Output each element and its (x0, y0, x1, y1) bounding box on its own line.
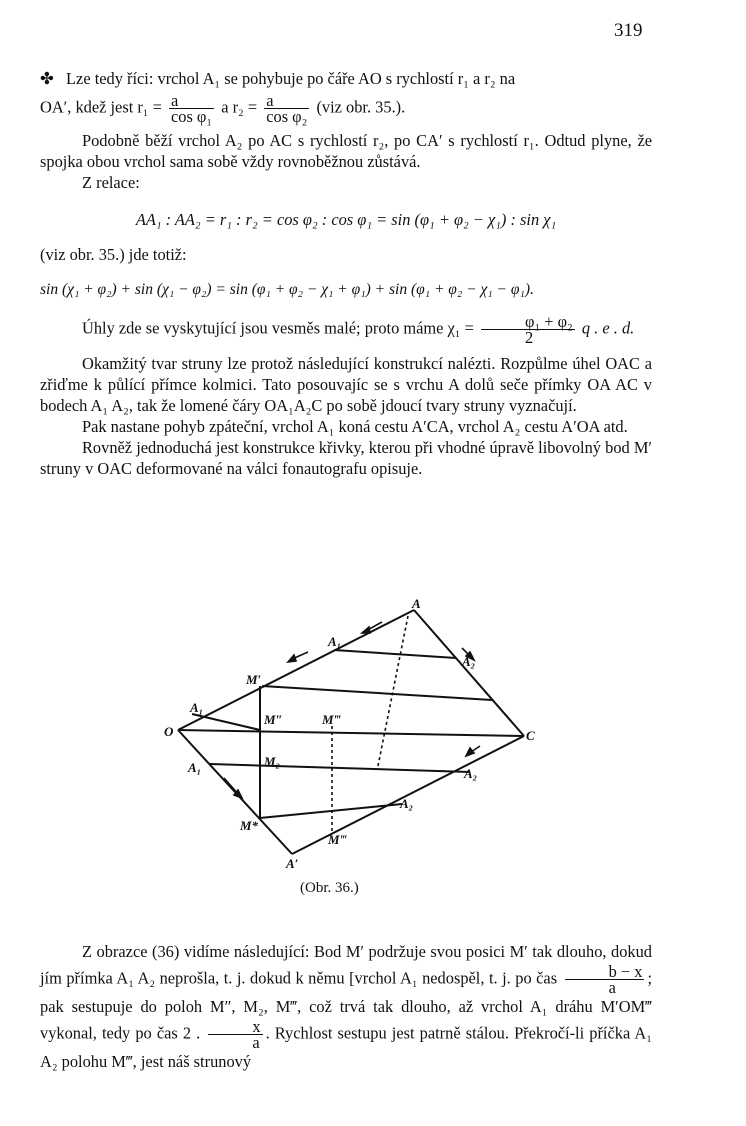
label-M2: M₂ (264, 754, 281, 769)
paragraph-8: Rovněž jednoduchá jest konstrukce křivky, kterou při vhodné úpravě libovolný bod M′ struny v OAC deformované na válci fonautografu opisuje. (40, 438, 652, 478)
label-O: O (164, 724, 174, 739)
line-OC (178, 730, 524, 736)
line-A1b-A2 (210, 764, 470, 772)
p5-text: Úhly zde se vyskytující jsou vesměs malé; proto máme χ₁ = (82, 318, 474, 338)
line-AC (414, 610, 524, 736)
label-M-triple-bottom: M‴ (328, 832, 347, 847)
bisector-dotted (378, 616, 408, 766)
label-A-prime: A′ (286, 856, 299, 870)
paragraph-9 (40, 940, 652, 1074)
label-M-triple-prime: M‴ (322, 712, 341, 727)
paragraph-4: (viz obr. 35.) jde totiž: (40, 245, 187, 264)
label-A2: A₂ (462, 654, 476, 669)
fraction-x-a: $\frac{x}{a}$ (208, 1019, 262, 1050)
paragraph-3: Z relace: (82, 173, 140, 192)
paragraph-7: Pak nastane pohyb zpáteční, vrchol A₁ koná cestu A′CA, vrchol A₂ cestu A′OA atd. (82, 417, 628, 436)
label-A: A (412, 596, 421, 611)
paragraph-1 (40, 68, 652, 89)
page-number: 319 (614, 20, 643, 41)
line-CA-prime (292, 736, 524, 854)
p1-line2: OA′, kdež jest r₁ = (40, 97, 162, 117)
label-C: C (526, 728, 535, 743)
line-A1A2-top (334, 650, 456, 658)
fraction-chi: $\frac{\text{φ₁ + φ₂}}{2}$ (481, 314, 575, 345)
p1-ref: (viz obr. 35.). (316, 97, 406, 117)
line-A-prime-O (178, 730, 292, 854)
paragraph-2: Podobně běží vrchol A₂ po AC s rychlostí r₂, po CA′ s rychlostí r₁. Odtud plyne, že spojka obou vrchol sama sobě vždy rovnoběžnou zůstává. (40, 131, 652, 171)
line-M-lower (260, 804, 402, 818)
label-M-double-prime: M″ (264, 712, 283, 727)
text-block-bottom (40, 940, 652, 1074)
label-A1-lower: A₁ (188, 760, 202, 775)
text-block-top (40, 68, 652, 479)
paragraph-1-cont (40, 93, 652, 124)
paragraph-6: Okamžitý tvar struny lze protož následující konstrukcí nalézti. Rozpůlme úhel OAC a zřiďme k půlící přímce kolmici. Tato posouvajíc se s vrchu A dolů seče přímky OA AC v bodech A₁ A₂, tak že lomené čáry OA₁A₂C po sobě jdoucí tvary struny vyznačují. (40, 354, 652, 415)
figure-caption: (Obr. 36.) (300, 880, 359, 896)
label-A2-lower: A₂ (464, 766, 478, 781)
fraction-time: $\frac{b - x}{a}$ (565, 964, 645, 995)
line-Mprime-top (262, 686, 492, 700)
fraction-r1: $\frac{a}{\text{cos φ₁}}$ (170, 91, 213, 126)
paragraph-5 (40, 314, 652, 345)
equation-1: AA₁ : AA₂ = r₁ : r₂ = cos φ₂ : cos φ₁ = sin (φ₁ + φ₂ − χ₁) : sin χ₁ (135, 210, 557, 229)
p9-text: Z obrazce (36) vidíme následující: Bod M′ podržuje svou posici M′ tak dlouho, dokud jím přímka A₁ A₂ neprošla, t. j. dokud k němu [vrchol A₁ nedospěl, t. j. po čas (40, 942, 652, 988)
p1-and: a r₂ = (221, 97, 258, 117)
label-A2-bottom: A₂ (400, 796, 414, 811)
figure-36-diagram (150, 596, 550, 870)
p9-text-b: ; pak sestupuje do poloh M″, M₂, M‴, což trvá tak dlouho, až vrchol A₁ dráhu M′OM‴ vykonal, tedy po čas 2 . (40, 968, 652, 1043)
label-A1-left: A₁ (190, 700, 204, 715)
label-M-prime: M′ (246, 672, 262, 687)
line-A1-short (192, 714, 260, 730)
fraction-r2: $\frac{a}{\text{cos φ₂}}$ (266, 91, 308, 126)
label-M-star: M* (240, 818, 259, 833)
p9-text-c: . Rychlost sestupu jest patrně stálou. Překročí-li příčka A₁ A₂ polohu M‴, jest náš strunový (40, 1023, 652, 1071)
p1-line1: Lze tedy říci: vrchol A₁ se pohybuje po čáře AO s rychlostí r₁ a r₂ na (66, 69, 516, 88)
label-A1: A₁ (328, 634, 342, 649)
line-OA (178, 610, 414, 730)
paragraph-mark: ✤ (40, 69, 54, 88)
equation-2: sin (χ₁ + φ₂) + sin (χ₁ − φ₂) = sin (φ₁ + φ₂ − χ₁ + φ₁) + sin (φ₁ + φ₂ − χ₁ − φ₁). (40, 281, 534, 298)
qed: q . e . d. (581, 318, 635, 338)
